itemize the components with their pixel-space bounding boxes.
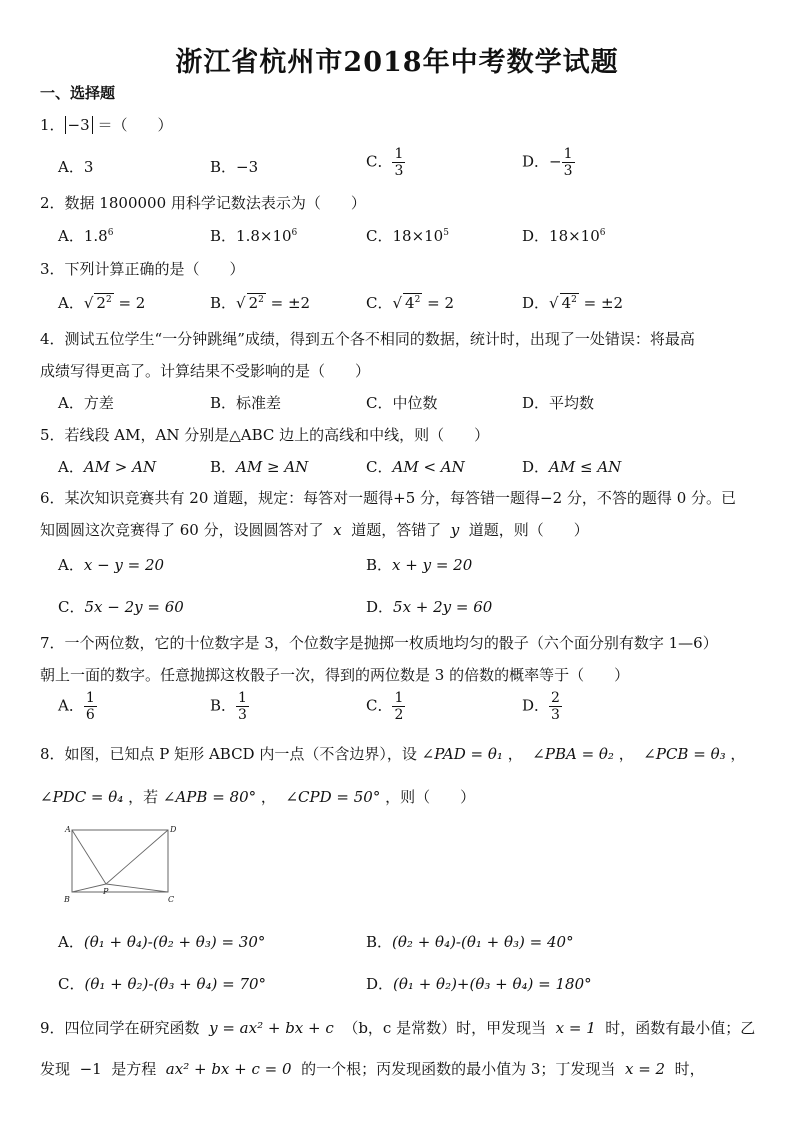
label-p: P <box>103 887 109 896</box>
label-a: A <box>65 825 71 834</box>
q9-stem-e: 是方程 <box>111 1060 157 1078</box>
q3-b-exp: 2 <box>258 295 264 305</box>
q6-d-label: D． <box>366 598 394 616</box>
q7-d-fraction <box>549 690 562 723</box>
q6-a-label: A． <box>58 556 84 574</box>
q8-option-c <box>58 973 266 994</box>
section-heading: 一、选择题 <box>40 84 116 102</box>
q8-angle-1: ∠PAD = θ₁ <box>421 745 503 763</box>
question-6-line-2 <box>40 519 589 540</box>
q5-option-d <box>522 456 621 477</box>
q7-option-d <box>522 690 562 723</box>
q5-d-expr: AM ≤ AN <box>549 458 622 476</box>
q7-option-a <box>58 690 97 723</box>
q3-b-rad: 2 <box>248 294 259 312</box>
q3-a-label: A． <box>58 294 84 312</box>
q7-option-c <box>366 690 405 723</box>
q6-var-y: y <box>450 521 460 539</box>
q8-sep-3: ， <box>730 745 746 763</box>
q8-c-expr: (θ₁ + θ₂)-(θ₃ + θ₄) = 70° <box>84 975 267 993</box>
q1-c-denominator: 3 <box>394 163 404 180</box>
q8-a-label: A． <box>58 933 84 951</box>
q6-c-label: C． <box>58 598 85 616</box>
q9-cond-x2: x = 2 <box>624 1060 666 1078</box>
q3-b-rhs: = ±2 <box>270 294 311 312</box>
q9-equation: ax² + bx + c = 0 <box>165 1060 292 1078</box>
q3-a-radicand <box>94 293 113 312</box>
q7-c-numerator: 1 <box>394 690 404 706</box>
question-8-line-1 <box>40 743 745 764</box>
question-1 <box>40 114 172 135</box>
q8-option-b <box>366 931 574 952</box>
q7-a-fraction <box>84 690 97 723</box>
question-3: 3．下列计算正确的是（ ） <box>40 260 245 278</box>
q5-option-a <box>58 456 156 477</box>
q1-d-numerator: 1 <box>563 146 573 162</box>
q5-b-expr: AM ≥ AN <box>236 458 309 476</box>
q5-c-label: C． <box>366 458 393 476</box>
q3-d-rhs: = ±2 <box>583 294 624 312</box>
q8-stem-c: ，则（ ） <box>385 788 476 806</box>
q1-option-c <box>366 146 405 179</box>
q4-option-d: D．平均数 <box>522 394 595 412</box>
q1-number: 1． <box>40 116 65 134</box>
q6-b-label: B． <box>366 556 393 574</box>
question-5: 5．若线段 AM，AN 分别是△ABC 边上的高线和中线，则（ ） <box>40 426 490 444</box>
q3-c-exp: 2 <box>414 295 421 305</box>
q7-d-label: D． <box>522 696 550 715</box>
q9-root: −1 <box>79 1060 102 1078</box>
q8-d-expr: (θ₁ + θ₂)+(θ₃ + θ₄) = 180° <box>393 975 592 993</box>
q7-c-label: C． <box>366 696 393 715</box>
q8-b-expr: (θ₂ + θ₄)-(θ₁ + θ₃) = 40° <box>392 933 574 951</box>
q8-angle-2: ∠PBA = θ₂ <box>532 745 614 763</box>
q6-option-c <box>58 596 184 617</box>
q9-stem-b: （b，c 是常数）时，甲发现当 <box>343 1019 547 1037</box>
q9-stem-g: 时， <box>674 1060 705 1078</box>
q1-c-fraction <box>392 146 405 179</box>
q3-b-label: B． <box>210 294 237 312</box>
q3-option-d: D．√ $4^2 = \pm 2$ <box>522 294 624 312</box>
q8-condition-1: ∠APB = 80° <box>162 788 257 806</box>
q5-option-c <box>366 456 465 477</box>
q7-a-denominator: 6 <box>85 707 95 724</box>
q3-d-label: D． <box>522 294 550 312</box>
q8-d-label: D． <box>366 975 394 993</box>
q2-b-exponent: 6 <box>291 228 298 238</box>
label-b: B <box>64 895 70 904</box>
q6-stem-c: 道题，则（ ） <box>468 521 589 539</box>
q6-option-d <box>366 596 492 617</box>
q2-a-exponent: 6 <box>107 228 114 238</box>
q1-d-label: D．− <box>522 152 562 171</box>
q1-stem: ＝（ ） <box>92 116 173 134</box>
q6-d-expr: 5x + 2y = 60 <box>393 598 493 616</box>
q5-d-label: D． <box>522 458 550 476</box>
q1-d-denominator: 3 <box>563 163 573 180</box>
q7-b-label: B． <box>210 696 237 715</box>
page-title: 浙江省杭州市2018年中考数学试题 <box>175 47 619 78</box>
question-9-line-1 <box>40 1017 755 1038</box>
q7-a-numerator: 1 <box>85 690 95 706</box>
q8-condition-2: ∠CPD = 50° <box>285 788 381 806</box>
q7-b-fraction <box>236 690 249 723</box>
q3-a-rhs: = 2 <box>118 294 146 312</box>
q3-b-radicand <box>247 293 266 312</box>
q2-b-base: B．1.8×10 <box>210 227 292 245</box>
q3-option-b: B．√ $2^2 = \pm 2$ <box>210 294 311 312</box>
segment-pa <box>72 830 106 884</box>
q4-option-b: B．标准差 <box>210 394 282 412</box>
q6-a-expr: x − y = 20 <box>83 556 165 574</box>
q1-d-fraction <box>562 146 575 179</box>
q7-option-b <box>210 690 249 723</box>
q7-d-numerator: 2 <box>551 690 560 706</box>
q2-option-b <box>210 225 297 246</box>
question-9-line-2 <box>40 1058 705 1079</box>
q6-b-expr: x + y = 20 <box>392 556 473 574</box>
q6-option-a <box>58 554 164 575</box>
q8-stem-b: ，若 <box>128 788 159 806</box>
q8-a-expr: (θ₁ + θ₄)-(θ₂ + θ₃) = 30° <box>83 933 266 951</box>
label-d: D <box>170 825 177 834</box>
q5-c-expr: AM < AN <box>392 458 465 476</box>
q6-option-b <box>366 554 472 575</box>
q2-option-d <box>522 225 606 246</box>
q2-option-c <box>366 225 449 246</box>
q3-a-exp: 2 <box>105 295 112 305</box>
segment-pc <box>106 884 168 892</box>
label-c: C <box>168 895 175 904</box>
q2-d-exponent: 6 <box>599 228 606 238</box>
q5-option-b <box>210 456 308 477</box>
q8-option-a <box>58 931 265 952</box>
q5-a-expr: AM > AN <box>83 458 157 476</box>
q2-c-exponent: 5 <box>443 228 449 238</box>
q9-cond-x1: x = 1 <box>555 1019 596 1037</box>
question-8-line-2 <box>40 786 475 807</box>
q3-option-a: A．√ $2^2 = 2$ <box>58 294 146 312</box>
q6-var-x: x <box>333 521 342 539</box>
question-6-line-1: 6．某次知识竞赛共有 20 道题，规定：每答对一题得+5 分，每答错一题得−2 分，不答的题得 0 分。已 <box>40 489 737 507</box>
q5-a-label: A． <box>58 458 84 476</box>
q9-function: y = ax² + bx + c <box>209 1019 334 1037</box>
q6-stem-a: 知圆圆这次竞赛得了 60 分，设圆圆答对了 <box>40 521 324 539</box>
q4-option-a: A．方差 <box>58 394 114 412</box>
q8-angle-4: ∠PDC = θ₄ <box>40 788 124 806</box>
q7-b-numerator: 1 <box>238 690 247 706</box>
q6-c-expr: 5x − 2y = 60 <box>84 598 184 616</box>
q3-c-radicand <box>403 293 422 312</box>
q8-sep-2: ， <box>618 745 634 763</box>
q8-rectangle-figure <box>60 822 180 906</box>
segment-pd <box>106 830 168 884</box>
q9-stem-f: 的一个根；丙发现函数的最小值为 3；丁发现当 <box>301 1060 616 1078</box>
question-7-line-2: 朝上一面的数字。任意抛掷这枚骰子一次，得到的两位数是 3 的倍数的概率等于（ ） <box>40 666 630 684</box>
q2-option-a <box>58 225 113 246</box>
q3-c-rhs: = 2 <box>427 294 454 312</box>
q1-c-numerator: 1 <box>394 146 404 162</box>
q8-sep-1: ， <box>507 745 523 763</box>
q3-c-rad: 4 <box>405 294 415 312</box>
q9-stem-d: 发现 <box>40 1060 71 1078</box>
q9-stem-c: 时，函数有最小值；乙 <box>605 1019 756 1037</box>
q3-c-label: C． <box>366 294 393 312</box>
q8-sep-4: ， <box>260 788 276 806</box>
q7-c-denominator: 2 <box>394 707 404 724</box>
q3-d-radicand <box>560 293 579 312</box>
q3-option-c: C．√ $4^2 = 2$ <box>366 294 454 312</box>
q3-a-rad: 2 <box>96 294 106 312</box>
q2-c-base: C．18×10 <box>366 227 444 245</box>
q7-b-denominator: 3 <box>238 707 247 724</box>
q1-option-a: A．3 <box>58 158 94 176</box>
q8-option-d <box>366 973 592 994</box>
q9-stem-a: 9．四位同学在研究函数 <box>40 1019 200 1037</box>
q2-d-base: D．18×10 <box>522 227 600 245</box>
q8-angle-3: ∠PCB = θ₃ <box>643 745 726 763</box>
q1-abs-value: −3 <box>65 116 93 134</box>
q6-stem-b: 道题，答错了 <box>351 521 442 539</box>
q1-c-label: C． <box>366 152 393 171</box>
q2-a-base: A．1.8 <box>58 227 108 245</box>
question-4-line-1: 4．测试五位学生“一分钟跳绳”成绩，得到五个各不相同的数据，统计时，出现了一处错误：将最高 <box>40 330 695 348</box>
q7-c-fraction <box>392 690 405 723</box>
rectangle-abcd <box>72 830 168 892</box>
question-2: 2．数据 1800000 用科学记数法表示为（ ） <box>40 194 366 212</box>
q7-d-denominator: 3 <box>551 707 560 724</box>
q7-a-label: A． <box>58 696 84 715</box>
q1-option-b: B．−3 <box>210 158 259 176</box>
q3-d-exp: 2 <box>571 295 577 305</box>
question-4-line-2: 成绩写得更高了。计算结果不受影响的是（ ） <box>40 362 371 380</box>
q5-b-label: B． <box>210 458 237 476</box>
q8-stem-a: 8．如图，已知点 P 矩形 ABCD 内一点（不含边界），设 <box>40 745 417 763</box>
q3-d-rad: 4 <box>561 294 572 312</box>
segment-pb <box>72 884 106 892</box>
q4-option-c: C．中位数 <box>366 394 438 412</box>
q8-c-label: C． <box>58 975 85 993</box>
question-7-line-1: 7．一个两位数，它的十位数字是 3，个位数字是抛掷一枚质地均匀的骰子（六个面分别有数字 1—6） <box>40 634 718 652</box>
q8-b-label: B． <box>366 933 393 951</box>
q1-option-d <box>522 146 575 179</box>
